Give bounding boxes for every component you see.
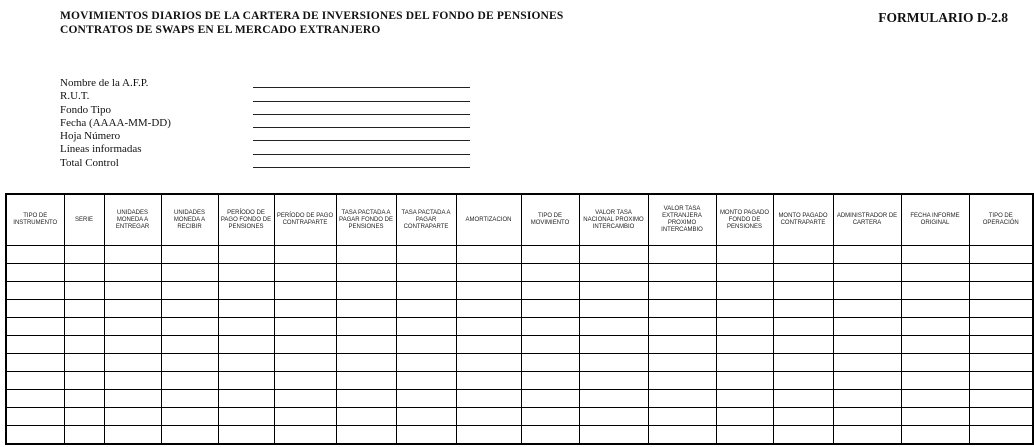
table-cell [579, 300, 648, 318]
table-cell [64, 390, 104, 408]
table-cell [456, 408, 521, 426]
table-wrapper [5, 193, 1034, 445]
table-cell [773, 390, 833, 408]
table-cell [161, 354, 218, 372]
form-field-row [60, 117, 470, 130]
table-cell [336, 282, 396, 300]
table-cell [901, 426, 969, 445]
table-cell [716, 264, 773, 282]
table-cell [579, 426, 648, 445]
table-cell [773, 264, 833, 282]
table-cell [579, 282, 648, 300]
table-cell [716, 390, 773, 408]
table-cell [161, 390, 218, 408]
table-cell [969, 426, 1033, 445]
table-cell [104, 390, 161, 408]
table-row [6, 246, 1033, 264]
table-cell [969, 282, 1033, 300]
form-number: FORMULARIO D-2.8 [878, 10, 1008, 25]
table-row [6, 282, 1033, 300]
table-cell [648, 426, 716, 445]
table-cell [218, 390, 274, 408]
table-cell [579, 264, 648, 282]
table-cell [901, 390, 969, 408]
table-cell [833, 408, 901, 426]
table-cell [901, 318, 969, 336]
table-cell [6, 264, 64, 282]
table-row [6, 336, 1033, 354]
column-header: SERIE [64, 194, 104, 246]
table-cell [456, 246, 521, 264]
table-cell [6, 390, 64, 408]
table-cell [104, 336, 161, 354]
column-header: ADMINISTRADOR DE CARTERA [833, 194, 901, 246]
table-cell [104, 300, 161, 318]
column-header: AMORTIZACION [456, 194, 521, 246]
table-cell [396, 282, 456, 300]
table-cell [218, 408, 274, 426]
field-label: R.U.T. [60, 90, 90, 103]
table-cell [901, 354, 969, 372]
table-cell [64, 300, 104, 318]
column-header: VALOR TASA NACIONAL PROXIMO INTERCAMBIO [579, 194, 648, 246]
table-cell [716, 318, 773, 336]
table-cell [773, 408, 833, 426]
table-cell [336, 426, 396, 445]
table-cell [64, 426, 104, 445]
table-cell [64, 264, 104, 282]
table-cell [218, 300, 274, 318]
column-header: TIPO DE INSTRUMENTO [6, 194, 64, 246]
form-fields [60, 77, 470, 170]
table-cell [773, 246, 833, 264]
table-cell [218, 318, 274, 336]
table-body [6, 246, 1033, 445]
table-cell [521, 246, 579, 264]
table-cell [579, 354, 648, 372]
table-cell [218, 264, 274, 282]
table-cell [969, 372, 1033, 390]
table-cell [274, 408, 336, 426]
table-cell [901, 336, 969, 354]
table-cell [396, 264, 456, 282]
table-cell [521, 372, 579, 390]
field-value-line [253, 117, 470, 128]
table-cell [104, 354, 161, 372]
table-cell [274, 246, 336, 264]
column-header: MONTO PAGADO CONTRAPARTE [773, 194, 833, 246]
table-cell [579, 390, 648, 408]
table-cell [648, 408, 716, 426]
column-header: FECHA INFORME ORIGINAL [901, 194, 969, 246]
table-cell [579, 336, 648, 354]
field-value-line [253, 104, 470, 115]
table-cell [336, 372, 396, 390]
column-header: UNIDADES MONEDA A RECIBIR [161, 194, 218, 246]
table-cell [521, 300, 579, 318]
table-cell [396, 318, 456, 336]
table-cell [833, 246, 901, 264]
table-cell [161, 426, 218, 445]
table-cell [901, 282, 969, 300]
table-cell [521, 408, 579, 426]
table-cell [336, 354, 396, 372]
table-cell [716, 426, 773, 445]
table-cell [833, 264, 901, 282]
table-cell [901, 408, 969, 426]
table-row [6, 300, 1033, 318]
table-cell [104, 408, 161, 426]
table-cell [579, 318, 648, 336]
table-cell [648, 354, 716, 372]
form-field-row [60, 104, 470, 117]
column-header: UNIDADES MONEDA A ENTREGAR [104, 194, 161, 246]
table-cell [521, 282, 579, 300]
table-cell [396, 246, 456, 264]
table-cell [579, 408, 648, 426]
table-cell [6, 300, 64, 318]
table-cell [336, 300, 396, 318]
table-cell [648, 336, 716, 354]
table-row [6, 354, 1033, 372]
table-cell [773, 282, 833, 300]
table-row [6, 264, 1033, 282]
table-row [6, 390, 1033, 408]
form-field-row [60, 77, 470, 90]
table-row [6, 372, 1033, 390]
table-cell [161, 372, 218, 390]
table-cell [64, 246, 104, 264]
table-cell [6, 408, 64, 426]
table-cell [161, 408, 218, 426]
field-value-line [253, 157, 470, 168]
table-cell [833, 282, 901, 300]
table-cell [521, 390, 579, 408]
table-cell [161, 282, 218, 300]
table-cell [648, 264, 716, 282]
table-cell [274, 318, 336, 336]
table-cell [161, 264, 218, 282]
table-cell [336, 264, 396, 282]
table-row [6, 318, 1033, 336]
table-cell [161, 336, 218, 354]
table-cell [396, 300, 456, 318]
table-cell [396, 390, 456, 408]
table-cell [901, 246, 969, 264]
table-cell [833, 372, 901, 390]
table-cell [716, 282, 773, 300]
table-cell [274, 426, 336, 445]
table-cell [969, 390, 1033, 408]
table-cell [521, 318, 579, 336]
field-value-line [253, 144, 470, 155]
field-label: Hoja Número [60, 130, 121, 143]
field-label: Fecha (AAAA-MM-DD) [60, 116, 171, 129]
table-cell [6, 426, 64, 445]
table-cell [456, 264, 521, 282]
table-cell [218, 426, 274, 445]
field-label: Nombre de la A.F.P. [60, 77, 149, 89]
table-cell [64, 408, 104, 426]
table-cell [218, 246, 274, 264]
table-cell [104, 372, 161, 390]
table-cell [716, 408, 773, 426]
table-cell [218, 282, 274, 300]
table-cell [773, 354, 833, 372]
table-cell [64, 354, 104, 372]
table-row [6, 426, 1033, 445]
table-cell [396, 336, 456, 354]
table-cell [104, 264, 161, 282]
page-title-line2: CONTRATOS DE SWAPS EN EL MERCADO EXTRANJERO [60, 23, 381, 36]
table-cell [161, 246, 218, 264]
table-cell [274, 336, 336, 354]
table-cell [274, 372, 336, 390]
column-header: TIPO DE OPERACIÓN [969, 194, 1033, 246]
column-header: VALOR TASA EXTRANJERA PROXIMO INTERCAMBIO [648, 194, 716, 246]
table-cell [456, 282, 521, 300]
table-cell [64, 336, 104, 354]
table-cell [218, 354, 274, 372]
table-cell [336, 246, 396, 264]
field-value-line [253, 77, 470, 88]
column-header: TASA PACTADA A PAGAR FONDO DE PENSIONES [336, 194, 396, 246]
table-cell [716, 336, 773, 354]
table-cell [274, 282, 336, 300]
field-label: Fondo Tipo [60, 103, 112, 116]
table-cell [773, 372, 833, 390]
table-cell [833, 390, 901, 408]
table-cell [336, 318, 396, 336]
table-cell [969, 336, 1033, 354]
table-cell [6, 354, 64, 372]
form-field-row [60, 157, 470, 170]
table-cell [396, 372, 456, 390]
table-cell [901, 264, 969, 282]
table-cell [396, 408, 456, 426]
table-cell [901, 372, 969, 390]
table-cell [901, 300, 969, 318]
table-cell [773, 300, 833, 318]
form-field-row [60, 130, 470, 143]
page-title [60, 10, 563, 37]
table-cell [969, 246, 1033, 264]
table-cell [6, 246, 64, 264]
table-cell [833, 354, 901, 372]
form-field-row [60, 143, 470, 156]
table-cell [969, 300, 1033, 318]
table-cell [456, 336, 521, 354]
table-cell [396, 426, 456, 445]
table-cell [716, 300, 773, 318]
table-cell [6, 336, 64, 354]
page-title-line1: MOVIMIENTOS DIARIOS DE LA CARTERA DE INVERSIONES DEL FONDO DE PENSIONES [60, 10, 564, 22]
table-cell [579, 372, 648, 390]
swaps-movements-table [5, 193, 1034, 445]
table-cell [969, 318, 1033, 336]
table-cell [104, 282, 161, 300]
table-cell [104, 426, 161, 445]
table-header-row [6, 194, 1033, 246]
field-label: Líneas informadas [60, 143, 142, 156]
table-row [6, 408, 1033, 426]
table-cell [64, 372, 104, 390]
table-cell [833, 336, 901, 354]
table-cell [716, 372, 773, 390]
table-cell [969, 408, 1033, 426]
table-cell [64, 282, 104, 300]
table-cell [579, 246, 648, 264]
column-header: TASA PACTADA A PAGAR CONTRAPARTE [396, 194, 456, 246]
table-cell [521, 426, 579, 445]
table-cell [716, 246, 773, 264]
table-cell [456, 318, 521, 336]
table-cell [648, 282, 716, 300]
table-cell [456, 372, 521, 390]
field-label: Total Control [60, 156, 119, 169]
table-cell [648, 390, 716, 408]
table-cell [969, 264, 1033, 282]
table-cell [218, 336, 274, 354]
table-cell [6, 282, 64, 300]
field-value-line [253, 91, 470, 102]
column-header: MONTO PAGADO FONDO DE PENSIONES [716, 194, 773, 246]
table-cell [521, 354, 579, 372]
table-cell [521, 336, 579, 354]
table-cell [104, 246, 161, 264]
table-cell [218, 372, 274, 390]
table-cell [773, 336, 833, 354]
table-cell [456, 426, 521, 445]
table-cell [648, 318, 716, 336]
table-cell [969, 354, 1033, 372]
table-cell [336, 390, 396, 408]
table-cell [833, 300, 901, 318]
table-cell [274, 264, 336, 282]
table-cell [161, 300, 218, 318]
table-cell [648, 246, 716, 264]
table-cell [274, 390, 336, 408]
column-header: TIPO DE MOVIMIENTO [521, 194, 579, 246]
table-cell [833, 318, 901, 336]
table-cell [773, 426, 833, 445]
table-cell [161, 318, 218, 336]
table-cell [521, 264, 579, 282]
table-cell [648, 372, 716, 390]
field-value-line [253, 130, 470, 141]
table-cell [716, 354, 773, 372]
table-cell [648, 300, 716, 318]
table-cell [336, 408, 396, 426]
table-cell [274, 300, 336, 318]
table-cell [396, 354, 456, 372]
table-cell [833, 426, 901, 445]
table-cell [274, 354, 336, 372]
table-cell [456, 300, 521, 318]
column-header: PERÍODO DE PAGO FONDO DE PENSIONES [218, 194, 274, 246]
table-cell [773, 318, 833, 336]
table-cell [336, 336, 396, 354]
table-cell [6, 318, 64, 336]
table-cell [64, 318, 104, 336]
table-cell [456, 390, 521, 408]
table-cell [104, 318, 161, 336]
form-field-row [60, 90, 470, 103]
table-cell [456, 354, 521, 372]
column-header: PERÍODO DE PAGO CONTRAPARTE [274, 194, 336, 246]
table-cell [6, 372, 64, 390]
